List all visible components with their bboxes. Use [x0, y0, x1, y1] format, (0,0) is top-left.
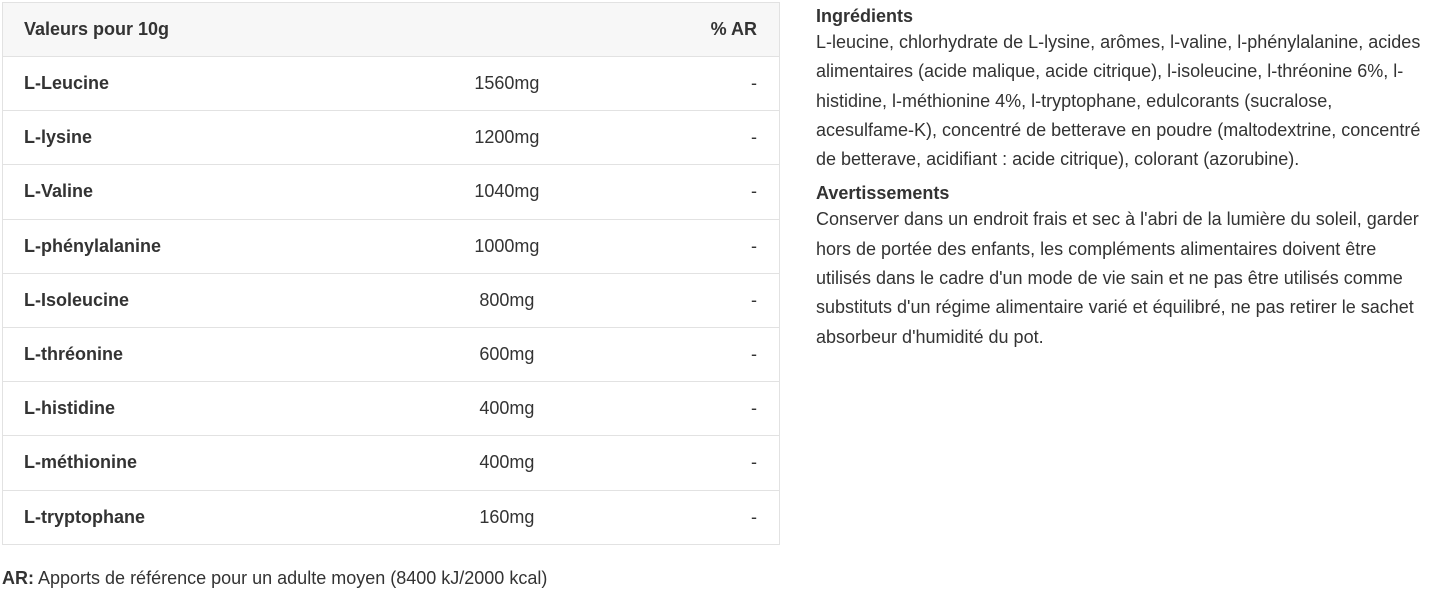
ingredients-section [816, 5, 1430, 174]
footnote-abbreviation: AR: [2, 568, 34, 588]
warnings-heading: Avertissements [816, 183, 950, 204]
row-ar: - [682, 111, 780, 165]
row-amount: 1000mg [302, 219, 681, 273]
row-name: L-histidine [3, 382, 303, 436]
row-name: L-phénylalanine [3, 219, 303, 273]
nutrition-table-header [3, 3, 780, 57]
row-ar: - [682, 436, 780, 490]
row-ar: - [682, 490, 780, 544]
row-ar: - [682, 219, 780, 273]
ingredients-text: L-leucine, chlorhydrate de L-lysine, arômes, l-valine, l-phénylalanine, acides alimentaires (acide malique, acide citrique), l-isoleucine, l-thréonine 6%, l-histidine, l-méthionine 4%, l-tryptophane, edulcorants (sucralose, acesulfame-K), concentré de betterave en poudre (maltodextrine, concentré de betterave, acidifiant : acide citrique), colorant (azorubine). [816, 32, 1421, 170]
row-amount: 400mg [302, 382, 681, 436]
reference-intake-footnote [2, 567, 547, 589]
row-name: L-Isoleucine [3, 273, 303, 327]
row-ar: - [682, 165, 780, 219]
table-row [3, 273, 780, 327]
row-amount: 400mg [302, 436, 681, 490]
warnings-section [816, 182, 1430, 351]
row-name: L-Leucine [3, 57, 303, 111]
row-ar: - [682, 327, 780, 381]
table-row [3, 111, 780, 165]
table-row [3, 165, 780, 219]
row-name: L-thréonine [3, 327, 303, 381]
row-ar: - [682, 57, 780, 111]
header-ar: % AR [682, 3, 780, 57]
table-row [3, 57, 780, 111]
warnings-text: Conserver dans un endroit frais et sec à l'abri de la lumière du soleil, garder hors de portée des enfants, les compléments alimentaires doivent être utilisés dans le cadre d'un mode de vie sain et ne pas être utilisés comme substituts d'un régime alimentaire varié et équilibré, ne pas retirer le sachet absorbeur d'humidité du pot. [816, 209, 1419, 347]
table-row [3, 436, 780, 490]
nutrition-table-body [3, 57, 780, 545]
table-row [3, 219, 780, 273]
row-ar: - [682, 382, 780, 436]
row-amount: 800mg [302, 273, 681, 327]
row-name: L-lysine [3, 111, 303, 165]
nutrition-table [2, 2, 780, 545]
ingredients-heading: Ingrédients [816, 6, 914, 26]
table-header-row [3, 3, 780, 57]
table-row [3, 490, 780, 544]
row-name: L-Valine [3, 165, 303, 219]
table-row [3, 382, 780, 436]
product-info-column [816, 5, 1430, 360]
row-amount: 1200mg [302, 111, 681, 165]
header-amount [302, 3, 681, 57]
footnote-text: Apports de référence pour un adulte moyen (8400 kJ/2000 kcal) [34, 568, 548, 588]
row-amount: 600mg [302, 327, 681, 381]
table-row [3, 327, 780, 381]
row-amount: 1040mg [302, 165, 681, 219]
row-amount: 1560mg [302, 57, 681, 111]
row-name: L-méthionine [3, 436, 303, 490]
row-name: L-tryptophane [3, 490, 303, 544]
header-name: Valeurs pour 10g [3, 3, 303, 57]
row-ar: - [682, 273, 780, 327]
row-amount: 160mg [302, 490, 681, 544]
